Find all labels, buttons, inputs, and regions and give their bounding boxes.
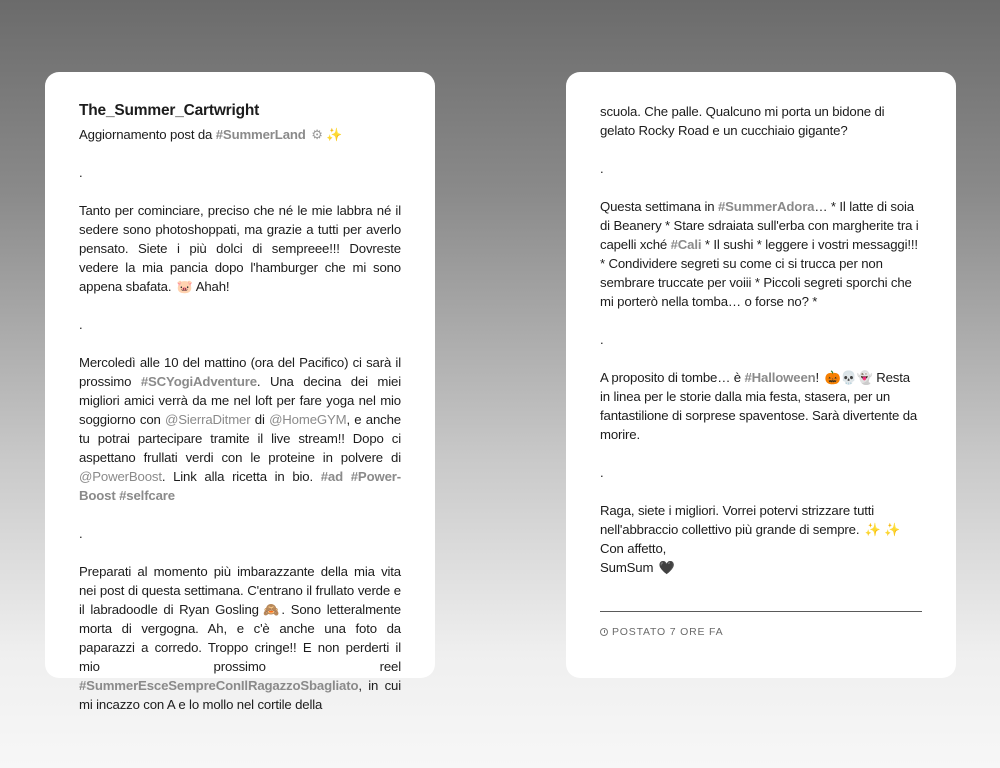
paragraph-continued: scuola. Che palle. Qualcuno mi porta un bidone di gelato Rocky Road e un cucchiaio gigante?	[600, 104, 885, 138]
spacer	[600, 444, 922, 463]
r2-text-a: Questa settimana in	[600, 199, 718, 214]
p2-text-d: , e anche tu potrai partecipare tramite il live stream!! Dopo ci aspettano frullati verdi con le proteine in polvere di	[79, 412, 401, 465]
halloween-emoji: 🎃💀👻	[824, 370, 873, 385]
p3-text-a: Preparati al momento più imbarazzante della mia vita nei post di questa settimana. C'entrano il frullato verde e il labradoodle di Ryan Gosling	[79, 564, 401, 617]
see-no-evil-monkey-emoji: 🙈	[260, 602, 282, 617]
posted-label: POSTATO 7 ORE FA	[612, 626, 724, 638]
spacer	[600, 349, 922, 368]
paragraph-summeradora	[600, 197, 922, 311]
hashtag-summerland[interactable]: #SummerLand	[215, 127, 306, 142]
signature-text: SumSum	[600, 560, 657, 575]
hashtag-cali[interactable]: #Cali	[670, 237, 702, 252]
spacer	[600, 482, 922, 501]
post-card-left	[45, 72, 435, 712]
clock-icon	[600, 628, 608, 636]
r2-text-b: … * Il latte di soia di Beanery * Stare sdraiata sull'erba con margherite tra i capelli xché	[600, 199, 919, 252]
hashtag-summeradora[interactable]: #SummerAdora	[717, 199, 815, 214]
post-subtitle	[79, 125, 401, 144]
gear-sparkle-emoji: ⚙ ✨	[311, 127, 343, 142]
divider	[600, 611, 922, 612]
p1-text: Tanto per cominciare, preciso che né le mie labbra né il sedere sono photoshoppati, ma grazie a tutti per averlo pensato. Siete i più dolci di sempreee!!! Dovreste vedere la mia pancia dopo l'hamburger che mi sono appena sbafata.	[79, 203, 401, 294]
paragraph-2	[79, 353, 401, 505]
paragraph-halloween	[600, 368, 922, 444]
hashtags-ad-powerboost-selfcare[interactable]: #ad #Power-Boost #selfcare	[79, 469, 402, 503]
hashtag-halloween[interactable]: #Halloween	[744, 370, 816, 385]
sparkles-emoji: ✨ ✨	[864, 522, 901, 537]
hashtag-summerescesempre[interactable]: #SummerEsceSempreConIlRagazzoSbagliato	[79, 678, 359, 693]
spacer	[600, 140, 922, 159]
r4-text: Raga, siete i migliori. Vorrei potervi strizzare tutti nell'abbraccio collettivo più grande di sempre.	[600, 503, 875, 537]
hashtag-scyogiadventure[interactable]: #SCYogiAdventure	[140, 374, 257, 389]
spacer	[79, 144, 401, 163]
mention-sierraditmer[interactable]: @SierraDitmer	[165, 412, 251, 427]
separator-dot: .	[79, 526, 83, 541]
separator-dot: .	[600, 332, 604, 347]
p2-text-b: . Una decina dei miei migliori amici verrà da me nel loft per fare yoga nel mio soggiorno con	[79, 374, 402, 427]
mention-powerboost[interactable]: @PowerBoost	[79, 469, 162, 484]
spacer	[79, 505, 401, 524]
signature	[600, 558, 922, 577]
separator-dot: .	[600, 465, 604, 480]
spacer	[79, 296, 401, 315]
post-card-right	[566, 72, 956, 678]
p1-end: Ahah!	[192, 279, 230, 294]
r2-text-c: * Il sushi * leggere i vostri messaggi!!! * Condividere segreti su come ci si trucca per non sembrare truccate per voiii * Piccoli segreti sporchi che mi porterò nella tomba… o forse no? *	[600, 237, 918, 309]
pig-emoji: 🐷	[176, 279, 193, 294]
p2-text-c: di	[250, 412, 270, 427]
separator-dot: .	[600, 161, 604, 176]
separator-dot: .	[79, 165, 83, 180]
p3-text-c: , in cui mi incazzo con A e lo mollo nel cortile della	[79, 678, 401, 712]
spacer	[600, 311, 922, 330]
paragraph-closing	[600, 501, 922, 539]
separator-dot: .	[79, 317, 83, 332]
p2-text-e: . Link alla ricetta in bio.	[161, 469, 321, 484]
subtitle-text: Aggiornamento post da	[79, 127, 216, 142]
p3-text-b: . Sono letteralmente morta di vergogna. Ah, e c'è anche una foto da paparazzi a corredo. Troppo cringe!! E non perderti il mio prossimo reel	[79, 602, 401, 674]
r3-text-a: A proposito di tombe… è	[600, 370, 745, 385]
heart-emoji: 🖤	[658, 560, 675, 575]
username[interactable]: The_Summer_Cartwright	[79, 102, 260, 119]
spacer	[79, 543, 401, 562]
mention-homegym[interactable]: @HomeGYM	[269, 412, 347, 427]
posted-time	[600, 626, 922, 638]
p2-text-a: Mercoledì alle 10 del mattino (ora del Pacifico) ci sarà il prossimo	[79, 355, 401, 389]
paragraph-1	[79, 201, 401, 296]
r3-text-b: !	[815, 370, 823, 385]
spacer	[79, 334, 401, 353]
spacer	[600, 178, 922, 197]
spacer	[79, 182, 401, 201]
paragraph-3	[79, 562, 401, 714]
r3-text-c: Resta in linea per le storie dalla mia festa, stasera, per un fantastilione di sorprese spaventose. Sarà divertente da morire.	[600, 370, 918, 442]
signoff: Con affetto,	[600, 541, 667, 556]
